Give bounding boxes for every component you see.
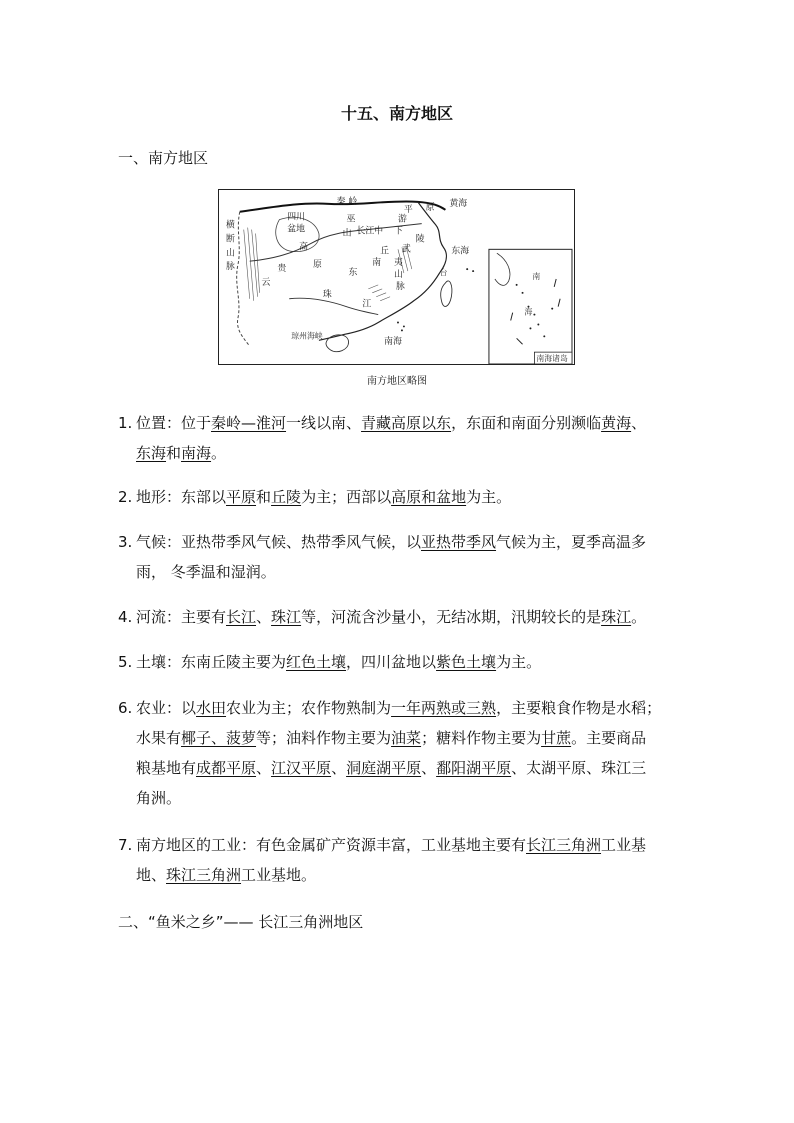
underlined-answer: 甘蔗 <box>541 729 572 747</box>
label-you: 游 <box>397 214 407 225</box>
item-line <box>118 783 686 813</box>
text-segment: 为主。 <box>496 653 542 671</box>
label-qinling: 秦 岭 <box>336 196 358 207</box>
list-item <box>118 408 686 468</box>
text-segment: 气候：亚热带季风气候、热带季风气候，以 <box>136 533 422 551</box>
text-segment: 、太湖平原、珠江三 <box>511 759 647 777</box>
label-zhu: 珠 <box>322 289 332 300</box>
text-segment: 农业为主；农作物熟制为 <box>226 699 392 717</box>
label-inset-hai: 海 <box>524 307 533 317</box>
underlined-answer: 洞庭湖平原 <box>346 759 422 777</box>
text-segment: 工业基地。 <box>241 866 317 884</box>
underlined-answer: 秦岭—淮河 <box>211 414 287 432</box>
list-item <box>118 482 686 512</box>
item-line <box>118 557 686 587</box>
underlined-answer: 椰子、菠萝 <box>181 729 257 747</box>
label-wu: 武 <box>401 244 411 255</box>
text-segment: 河流：主要有 <box>136 608 227 626</box>
underlined-answer: 紫色土壤 <box>436 653 497 671</box>
label-wushan-1: 巫 <box>346 214 356 225</box>
label-huanghai: 黄海 <box>449 198 468 209</box>
sea-islands <box>397 268 474 331</box>
text-segment: ，主要粮食作物是水稻； <box>496 699 662 717</box>
hengduan-mountains-hatch <box>244 228 260 301</box>
item-line <box>118 527 686 557</box>
list-item <box>118 647 686 677</box>
text-segment: 农业：以 <box>136 699 197 717</box>
label-donghai: 东海 <box>451 246 470 257</box>
label-yungui-1: 云 <box>261 277 271 288</box>
label-hengduan-4: 脉 <box>225 262 235 273</box>
label-changjiang-mid: 长江中 <box>356 226 384 237</box>
underlined-answer: 江汉平原 <box>271 759 332 777</box>
underlined-answer: 青藏高原以东 <box>361 414 452 432</box>
text-segment: ；糖料作物主要为 <box>421 729 542 747</box>
text-segment: 等；油料作物主要为 <box>256 729 392 747</box>
southern-region-map <box>218 189 575 365</box>
text-segment: 南方地区的工业：有色金属矿产资源丰富，工业基地主要有 <box>136 836 527 854</box>
label-qiu: 丘 <box>380 246 390 257</box>
label-nan: 南 <box>372 258 382 269</box>
item-number: 7. <box>118 836 133 854</box>
text-segment: 、 <box>256 608 272 626</box>
underlined-answer: 珠江 <box>271 608 302 626</box>
underlined-answer: 高原和盆地 <box>391 488 467 506</box>
label-ping: 平 <box>403 204 413 215</box>
label-wushan-2: 山 <box>342 228 352 239</box>
text-segment: 和 <box>166 444 182 462</box>
underlined-answer: 红色土壤 <box>286 653 347 671</box>
underlined-answer: 长江 <box>226 608 257 626</box>
label-sichuan-1: 四川 <box>287 212 306 223</box>
taiwan-island <box>441 281 452 307</box>
label-inset-nan: 南 <box>532 271 541 281</box>
item-number: 1. <box>118 414 133 432</box>
text-segment: 位置：位于 <box>136 414 212 432</box>
item-line <box>118 753 686 783</box>
section-heading-2: 二、“鱼米之乡”—— 长江三角洲地区 <box>118 913 364 931</box>
label-nanhai: 南海 <box>384 337 402 348</box>
label-yungui-4: 原 <box>312 260 322 271</box>
coastline <box>319 202 447 340</box>
item-number: 6. <box>118 699 133 717</box>
underlined-answer: 一年两熟或三熟 <box>391 699 497 717</box>
item-line <box>118 860 686 890</box>
text-segment: 土壤：东南丘陵主要为 <box>136 653 287 671</box>
label-inset-caption: 南海诸岛 <box>536 354 568 364</box>
underlined-answer: 珠江三角洲 <box>166 866 242 884</box>
underlined-answer: 平原 <box>226 488 257 506</box>
text-segment: 。主要商品 <box>571 729 647 747</box>
list-item <box>118 602 686 632</box>
list-item <box>118 693 686 813</box>
underlined-answer: 成都平原 <box>196 759 257 777</box>
underlined-answer: 鄱阳湖平原 <box>436 759 512 777</box>
label-dong: 东 <box>348 268 358 279</box>
text-segment: ，四川盆地以 <box>346 653 437 671</box>
text-segment: 粮基地有 <box>136 759 197 777</box>
label-yungui-3: 高 <box>299 242 308 253</box>
map-drawing <box>219 190 574 364</box>
text-segment: 雨， 冬季温和湿润。 <box>136 563 276 581</box>
underlined-answer: 黄海 <box>601 414 632 432</box>
text-segment: 角洲。 <box>136 789 182 807</box>
item-line <box>118 602 686 632</box>
text-segment: 、 <box>421 759 437 777</box>
item-number: 5. <box>118 653 133 671</box>
text-segment: ，东面和南面分别濒临 <box>451 414 602 432</box>
text-segment: 水果有 <box>136 729 182 747</box>
text-segment: 、 <box>631 414 647 432</box>
item-line <box>118 408 686 438</box>
list-item <box>118 830 686 890</box>
label-qiongzhou: 琼州海峡 <box>291 331 323 341</box>
label-jiang: 江 <box>362 299 372 310</box>
label-sichuan-2: 盆地 <box>287 224 306 235</box>
underlined-answer: 长江三角洲 <box>526 836 602 854</box>
item-number: 2. <box>118 488 133 506</box>
section-heading-1: 一、南方地区 <box>118 149 209 167</box>
label-mai: 脉 <box>396 281 405 292</box>
text-segment: 、 <box>256 759 272 777</box>
underlined-answer: 南海 <box>181 444 212 462</box>
underlined-answer: 丘陵 <box>271 488 302 506</box>
text-segment: 等，河流含沙量小，无结冰期，汛期较长的是 <box>301 608 602 626</box>
item-line <box>118 647 686 677</box>
label-hengduan-3: 山 <box>225 248 235 259</box>
item-number: 3. <box>118 533 133 551</box>
label-xia: 下 <box>394 226 403 237</box>
item-number: 4. <box>118 608 133 626</box>
label-hengduan-2: 断 <box>225 234 235 245</box>
text-segment: 。 <box>631 608 647 626</box>
nanling-mountains-hatch <box>368 285 390 301</box>
underlined-answer: 东海 <box>136 444 167 462</box>
text-segment: 为主。 <box>466 488 512 506</box>
text-segment: 、 <box>331 759 347 777</box>
label-tai: 台 <box>439 268 448 278</box>
text-segment: 地形：东部以 <box>136 488 227 506</box>
text-segment: 为主；西部以 <box>301 488 392 506</box>
item-line <box>118 830 686 860</box>
hainan-island <box>326 335 349 352</box>
text-segment: 工业基 <box>601 836 647 854</box>
label-shan: 山 <box>394 270 403 280</box>
item-line <box>118 438 686 468</box>
page-title: 十五、南方地区 <box>340 104 453 123</box>
item-line <box>118 482 686 512</box>
text-segment: 和 <box>256 488 272 506</box>
text-segment: 气候为主，夏季高温多 <box>496 533 647 551</box>
underlined-answer: 油菜 <box>391 729 422 747</box>
label-yungui-2: 贵 <box>277 264 287 275</box>
underlined-answer: 亚热带季风 <box>421 533 497 551</box>
item-line <box>118 693 686 723</box>
text-segment: 地、 <box>136 866 167 884</box>
map-caption: 南方地区略图 <box>367 376 427 387</box>
text-segment: 。 <box>211 444 227 462</box>
underlined-answer: 水田 <box>196 699 227 717</box>
item-line <box>118 723 686 753</box>
label-hengduan-1: 横 <box>225 220 235 231</box>
label-yi: 夷 <box>394 258 403 269</box>
list-item <box>118 527 686 587</box>
text-segment: 一线以南、 <box>286 414 362 432</box>
label-yuan-top: 原 <box>425 202 435 213</box>
label-ling: 陵 <box>415 234 425 245</box>
underlined-answer: 珠江 <box>601 608 632 626</box>
